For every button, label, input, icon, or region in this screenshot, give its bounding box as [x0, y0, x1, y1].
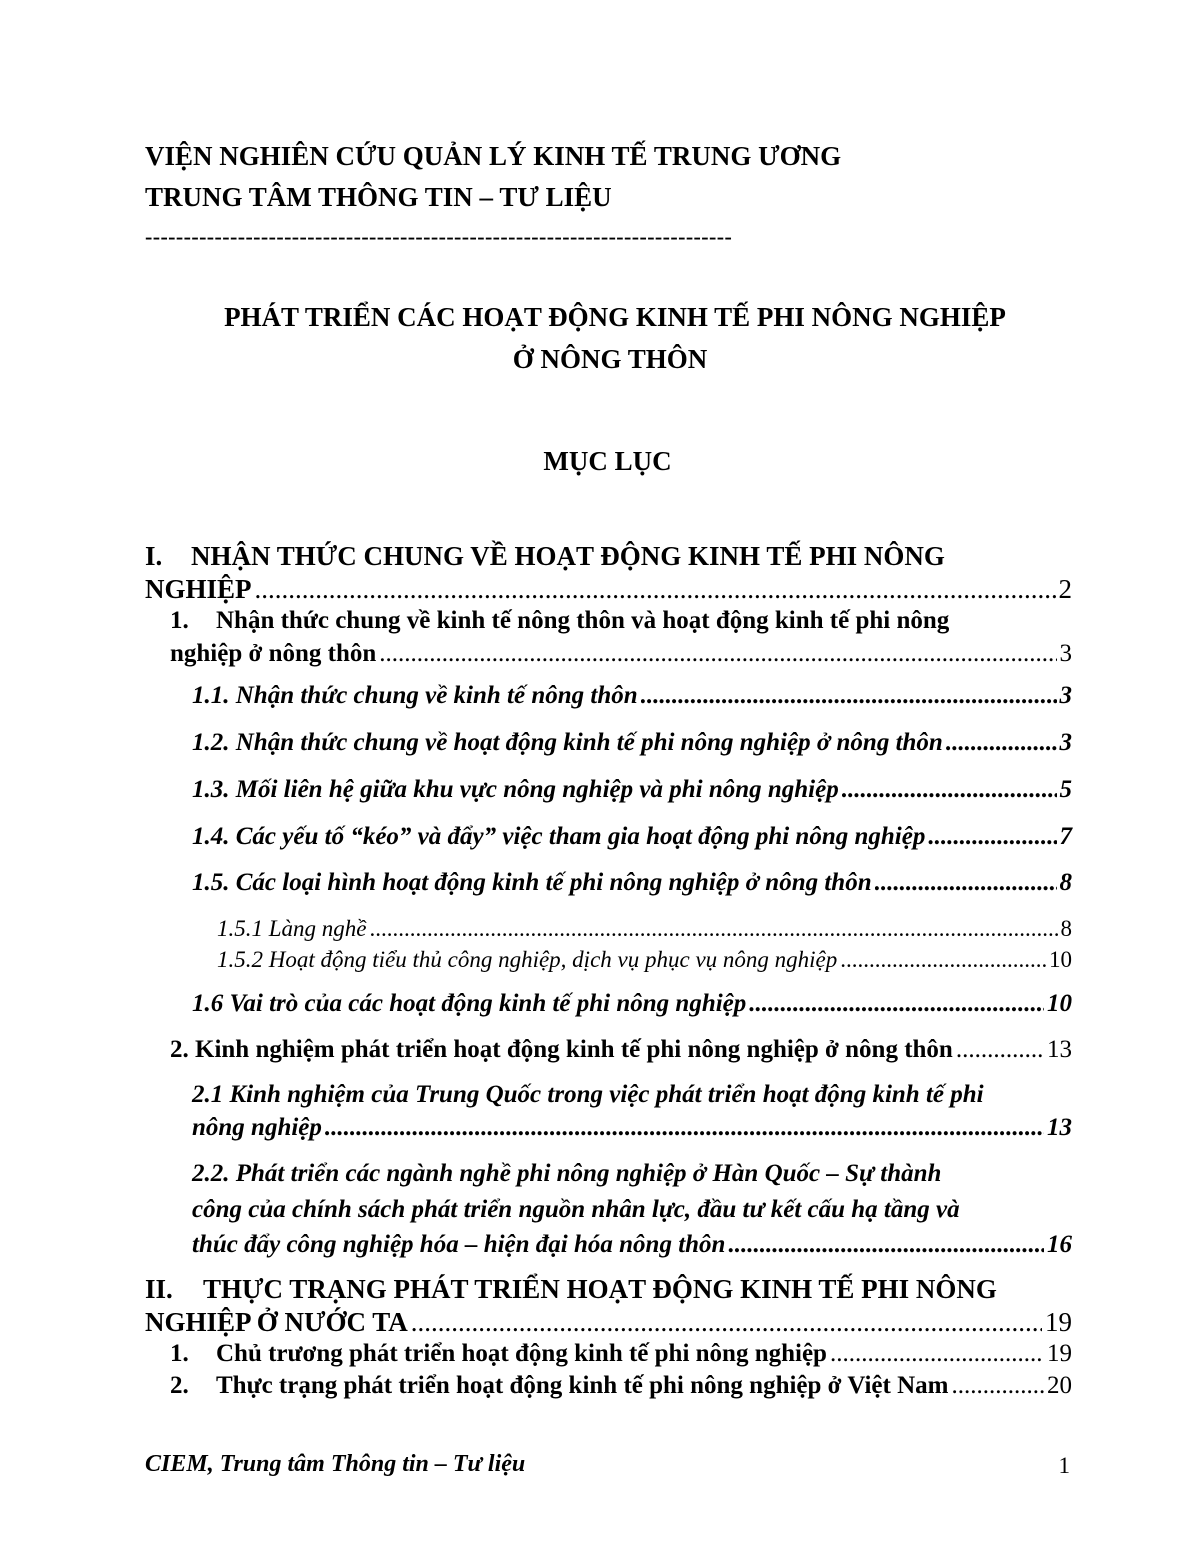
toc-item-title: Chủ trương phát triển hoạt động kinh tế phi nông nghiệp — [216, 1340, 827, 1367]
toc-heading: MỤC LỤC — [543, 446, 672, 476]
toc-item-2-2-line1[interactable]: 2.2. Phát triển các ngành nghề phi nông nghiệp ở Hàn Quốc – Sự thành — [192, 1160, 942, 1187]
toc-item-title: 1.2. Nhận thức chung về hoạt động kinh tế phi nông nghiệp ở nông thôn — [192, 729, 943, 756]
toc-page-number: 2 — [1058, 574, 1072, 604]
document-title-line2: Ở NÔNG THÔN — [512, 344, 708, 374]
toc-section-2-item-1[interactable] — [170, 1340, 1072, 1368]
toc-page-number: 20 — [1047, 1372, 1072, 1399]
toc-item-title: 1.6 Vai trò của các hoạt động kinh tế phi nông nghiệp — [192, 990, 747, 1017]
toc-item-title-cont: thúc đẩy công nghiệp hóa – hiện đại hóa nông thôn — [192, 1231, 726, 1258]
toc-page-number: 8 — [1060, 916, 1072, 941]
toc-section-1-line2[interactable] — [145, 574, 1072, 605]
toc-leader — [325, 1114, 1044, 1142]
toc-item-1-5[interactable] — [192, 869, 1072, 897]
toc-section-2-title-cont: NGHIỆP Ở NƯỚC TA — [145, 1307, 408, 1337]
toc-page-number: 10 — [1047, 990, 1072, 1017]
toc-item-1-5-2[interactable] — [217, 947, 1072, 973]
toc-leader — [370, 916, 1058, 942]
toc-section-2-item-2[interactable] — [170, 1372, 1072, 1400]
toc-leader — [840, 947, 1046, 973]
toc-item-1-title-cont: nghiệp ở nông thôn — [170, 640, 377, 667]
toc-page-number: 7 — [1059, 823, 1072, 850]
toc-leader — [411, 1307, 1042, 1338]
toc-leader — [946, 729, 1057, 757]
toc-item-1-line2[interactable] — [170, 640, 1072, 668]
toc-item-2-2-line2: công của chính sách phát triển nguồn nhân lực, đầu tư kết cấu hạ tầng và — [192, 1196, 960, 1223]
toc-leader — [749, 990, 1044, 1018]
toc-leader — [379, 640, 1056, 668]
toc-section-1-title-cont: NGHIỆP — [145, 574, 252, 604]
toc-item-1-line1[interactable] — [170, 607, 949, 635]
toc-item-title: 1.4. Các yếu tố “kéo” và đẩy” việc tham gia hoạt động phi nông nghiệp — [192, 823, 926, 850]
toc-section-2-title: THỰC TRẠNG PHÁT TRIỂN HOẠT ĐỘNG KINH TẾ PHI NÔNG — [203, 1274, 997, 1304]
toc-item-2-1-line2[interactable] — [192, 1114, 1072, 1142]
toc-item-1-title: Nhận thức chung về kinh tế nông thôn và hoạt động kinh tế phi nông — [216, 607, 950, 634]
toc-page-number: 3 — [1059, 682, 1072, 709]
toc-item-title: 2. Kinh nghiệm phát triển hoạt động kinh tế phi nông nghiệp ở nông thôn — [170, 1036, 953, 1063]
toc-leader — [842, 776, 1057, 804]
toc-leader — [728, 1231, 1044, 1259]
toc-item-2-1-line1[interactable]: 2.1 Kinh nghiệm của Trung Quốc trong việc phát triển hoạt động kinh tế phi — [192, 1081, 984, 1108]
footer-page-number: 1 — [1058, 1453, 1070, 1478]
toc-leader — [875, 869, 1057, 897]
toc-section-1-title: NHẬN THỨC CHUNG VỀ HOẠT ĐỘNG KINH TẾ PHI NÔNG — [191, 541, 945, 571]
toc-item-1-1[interactable] — [192, 682, 1072, 710]
separator-line: ---------------------------------------------------------------------------- — [145, 224, 733, 249]
toc-item-1-5-1[interactable] — [217, 916, 1072, 942]
toc-leader — [956, 1036, 1044, 1064]
toc-page-number: 10 — [1049, 947, 1072, 972]
toc-page-number: 3 — [1059, 640, 1072, 667]
toc-item-1-6[interactable] — [192, 990, 1072, 1018]
institute-name: VIỆN NGHIÊN CỨU QUẢN LÝ KINH TẾ TRUNG ƯƠNG — [145, 141, 842, 171]
toc-section-2-number: II. — [145, 1274, 173, 1304]
toc-section-1-number: I. — [145, 541, 163, 571]
toc-item-1-3[interactable] — [192, 776, 1072, 804]
toc-item-title: 1.5. Các loại hình hoạt động kinh tế phi nông nghiệp ở nông thôn — [192, 869, 872, 896]
toc-item-title: 1.5.2 Hoạt động tiểu thủ công nghiệp, dịch vụ phục vụ nông nghiệp — [217, 947, 838, 972]
toc-leader — [951, 1372, 1044, 1400]
toc-item-1-number: 1. — [170, 607, 189, 634]
toc-page-number: 8 — [1059, 869, 1072, 896]
toc-item-number: 1. — [170, 1340, 189, 1367]
toc-item-2[interactable] — [170, 1036, 1072, 1064]
toc-leader — [641, 682, 1057, 710]
toc-page-number: 3 — [1059, 729, 1072, 756]
toc-item-1-2[interactable] — [192, 729, 1072, 757]
center-name: TRUNG TÂM THÔNG TIN – TƯ LIỆU — [145, 182, 612, 212]
toc-page-number: 13 — [1047, 1036, 1072, 1063]
toc-item-number: 2. — [170, 1372, 189, 1399]
toc-page-number: 5 — [1059, 776, 1072, 803]
toc-page-number: 19 — [1045, 1307, 1072, 1337]
toc-item-title: Thực trạng phát triển hoạt động kinh tế phi nông nghiệp ở Việt Nam — [216, 1372, 949, 1399]
toc-leader — [830, 1340, 1044, 1368]
toc-page-number: 19 — [1047, 1340, 1072, 1367]
toc-item-title: 1.3. Mối liên hệ giữa khu vực nông nghiệp và phi nông nghiệp — [192, 776, 839, 803]
toc-leader — [928, 823, 1056, 851]
footer-source: CIEM, Trung tâm Thông tin – Tư liệu — [145, 1451, 526, 1477]
toc-item-2-2-line3[interactable] — [192, 1231, 1072, 1259]
toc-item-title: 1.5.1 Làng nghề — [217, 916, 367, 941]
toc-section-2-line2[interactable] — [145, 1307, 1072, 1338]
toc-section-1-line1[interactable] — [145, 541, 945, 572]
toc-leader — [255, 574, 1056, 605]
toc-page-number: 16 — [1047, 1231, 1072, 1258]
toc-section-2-line1[interactable] — [145, 1274, 997, 1305]
toc-item-1-4[interactable] — [192, 823, 1072, 851]
toc-item-title-cont: nông nghiệp — [192, 1114, 322, 1141]
toc-page-number: 13 — [1047, 1114, 1072, 1141]
toc-item-title: 1.1. Nhận thức chung về kinh tế nông thôn — [192, 682, 638, 709]
document-title-line1: PHÁT TRIỂN CÁC HOẠT ĐỘNG KINH TẾ PHI NÔNG NGHIỆP — [224, 302, 1006, 332]
